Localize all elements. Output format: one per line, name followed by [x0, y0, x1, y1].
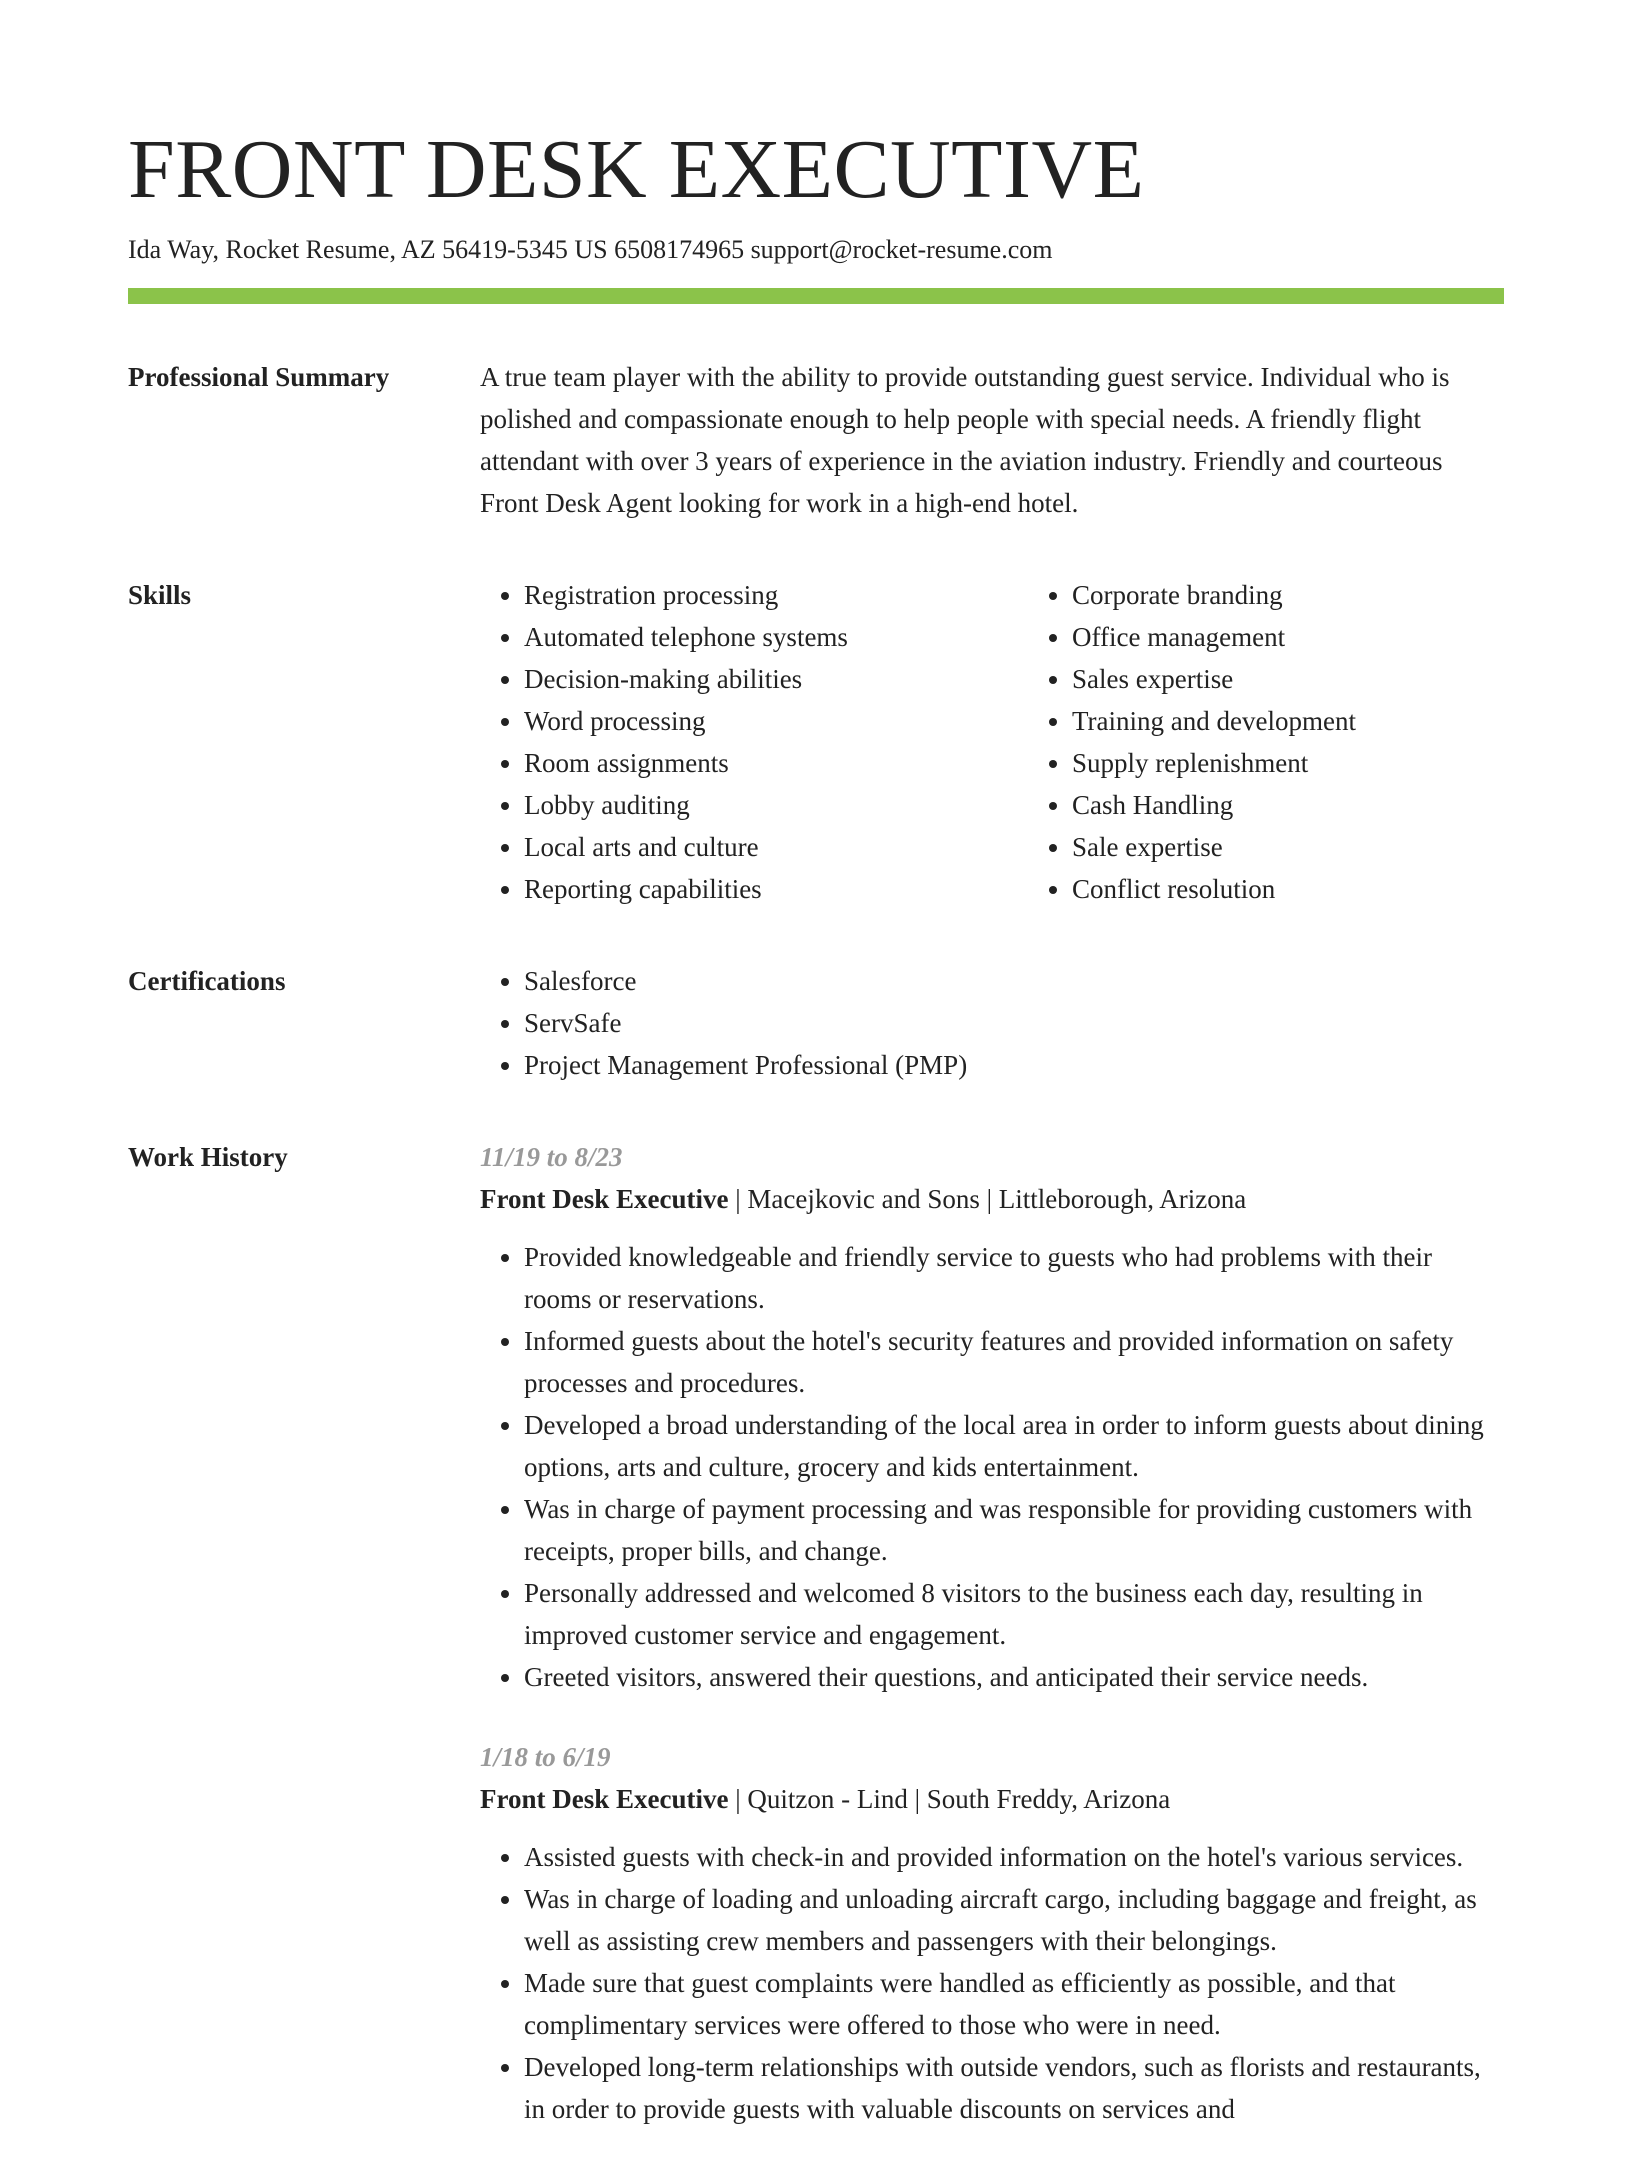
contact-info: Ida Way, Rocket Resume, AZ 56419-5345 US 6508174965 support@rocket-resume.com	[128, 235, 1053, 264]
skill-item: • Decision-making abilities	[524, 658, 984, 700]
job-heading	[480, 1778, 1504, 1820]
job-bullet: • Provided knowledgeable and friendly service to guests who had problems with their rooms or reservations.	[524, 1236, 1504, 1320]
job-bullet: • Developed long-term relationships with outside vendors, such as florists and restaurants, in order to provide guests with valuable discounts on services and	[524, 2046, 1504, 2130]
job-dates: 1/18 to 6/19	[480, 1742, 611, 1772]
skill-item: • Conflict resolution	[1072, 868, 1532, 910]
certifications-section	[128, 960, 1504, 1086]
work-history-section	[128, 1136, 1504, 2168]
section-title-certifications: Certifications	[128, 966, 286, 996]
skill-item: • Registration processing	[524, 574, 984, 616]
job-bullet: • Was in charge of payment processing and was responsible for providing customers with receipts, proper bills, and change.	[524, 1488, 1504, 1572]
accent-divider	[128, 288, 1504, 304]
certification-item: • ServSafe	[524, 1002, 1504, 1044]
job-bullet: • Greeted visitors, answered their questions, and anticipated their service needs.	[524, 1656, 1504, 1698]
job-location: South Freddy, Arizona	[926, 1784, 1171, 1814]
job-entry	[480, 1136, 1504, 1698]
skill-item: • Automated telephone systems	[524, 616, 984, 658]
skill-item: • Room assignments	[524, 742, 984, 784]
job-bullets	[480, 1836, 1504, 2130]
skills-section	[128, 574, 1504, 910]
job-bullet: • Made sure that guest complaints were handled as efficiently as possible, and that complimentary services were offered to those who were in need.	[524, 1962, 1504, 2046]
job-bullet: • Informed guests about the hotel's security features and provided information on safety processes and procedures.	[524, 1320, 1504, 1404]
job-title: Front Desk Executive	[480, 1184, 729, 1214]
job-bullet: • Developed a broad understanding of the local area in order to inform guests about dining options, arts and culture, grocery and kids entertainment.	[524, 1404, 1504, 1488]
resume-name: FRONT DESK EXECUTIVE	[128, 123, 1145, 216]
job-company: Macejkovic and Sons	[747, 1184, 980, 1214]
job-company: Quitzon - Lind	[747, 1784, 908, 1814]
skill-item: • Supply replenishment	[1072, 742, 1532, 784]
skill-item: • Local arts and culture	[524, 826, 984, 868]
skill-item: • Sales expertise	[1072, 658, 1532, 700]
job-title: Front Desk Executive	[480, 1784, 729, 1814]
job-bullet: • Personally addressed and welcomed 8 visitors to the business each day, resulting in improved customer service and engagement.	[524, 1572, 1504, 1656]
section-title-work-history: Work History	[128, 1142, 288, 1172]
job-separator: |	[728, 1184, 748, 1214]
skill-item: • Word processing	[524, 700, 984, 742]
job-bullet: • Was in charge of loading and unloading aircraft cargo, including baggage and freight, as well as assisting crew members and passengers with their belongings.	[524, 1878, 1504, 1962]
skill-item: • Cash Handling	[1072, 784, 1532, 826]
certification-item: • Salesforce	[524, 960, 1504, 1002]
section-title-summary: Professional Summary	[128, 362, 390, 392]
skill-item: • Corporate branding	[1072, 574, 1532, 616]
skill-item: • Office management	[1072, 616, 1532, 658]
certification-item: • Project Management Professional (PMP)	[524, 1044, 1504, 1086]
job-heading	[480, 1178, 1504, 1220]
skills-list-left	[480, 574, 984, 910]
job-bullet: • Assisted guests with check-in and provided information on the hotel's various services.	[524, 1836, 1504, 1878]
job-separator: |	[979, 1184, 999, 1214]
skill-item: • Lobby auditing	[524, 784, 984, 826]
skill-item: • Sale expertise	[1072, 826, 1532, 868]
job-dates: 11/19 to 8/23	[480, 1142, 623, 1172]
job-bullets	[480, 1236, 1504, 1698]
job-separator: |	[907, 1784, 927, 1814]
skill-item: • Training and development	[1072, 700, 1532, 742]
skills-list-right	[1028, 574, 1532, 910]
section-title-skills: Skills	[128, 580, 192, 610]
summary-section	[128, 356, 1504, 524]
skill-item: • Reporting capabilities	[524, 868, 984, 910]
summary-text: A true team player with the ability to provide outstanding guest service. Individual who is polished and compassionate enough to help people with special needs. A friendly flight attendant with over 3 years of experience in the aviation industry. Friendly and courteous Front Desk Agent looking for work in a high-end hotel.	[480, 362, 1450, 518]
job-entry	[480, 1736, 1504, 2130]
resume-page	[128, 0, 1504, 2168]
job-location: Littleborough, Arizona	[998, 1184, 1247, 1214]
job-separator: |	[728, 1784, 748, 1814]
certifications-list	[480, 960, 1504, 1086]
